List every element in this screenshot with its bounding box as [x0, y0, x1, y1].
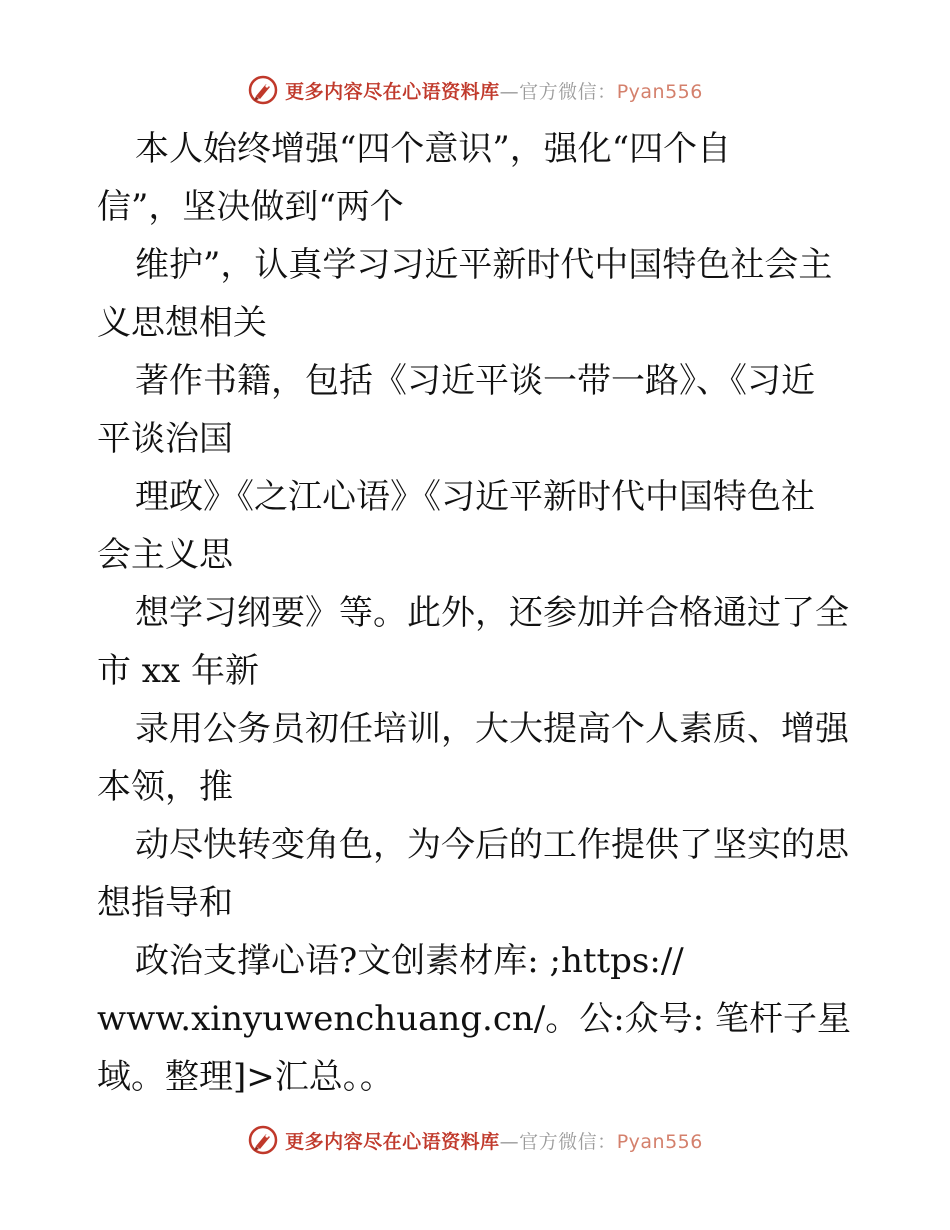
body-line: 想学习纲要》等。此外，还参加并合格通过了全: [135, 593, 849, 633]
header-banner-separator: —: [499, 80, 520, 103]
body-line: 信”，坚决做到“两个: [97, 187, 404, 227]
footer-banner: [0, 1120, 950, 1160]
body-line: 义思想相关: [97, 303, 267, 343]
body-line: 著作书籍，包括《习近平谈一带一路》、《习近: [135, 361, 815, 401]
body-line: 本领，推: [97, 767, 233, 807]
body-line: 市 xx 年新: [97, 651, 259, 691]
body-line: 平谈治国: [97, 419, 233, 459]
header-banner-text: [285, 77, 703, 104]
header-banner-contact-label: 官方微信：: [519, 80, 617, 103]
footer-banner-inner: [247, 1124, 703, 1156]
footer-banner-contact-label: 官方微信：: [519, 1130, 617, 1153]
body-line: 维护”，认真学习习近平新时代中国特色社会主: [135, 245, 833, 285]
footer-banner-highlight: 更多内容尽在心语资料库: [285, 1130, 500, 1153]
pen-nib-icon: [247, 1124, 279, 1156]
header-banner-inner: [247, 74, 703, 106]
body-line: 会主义思: [97, 535, 233, 575]
header-banner-highlight: 更多内容尽在心语资料库: [285, 80, 500, 103]
pen-nib-icon: [247, 74, 279, 106]
document-body: [97, 120, 867, 1106]
body-line: 动尽快转变角色，为今后的工作提供了坚实的思: [135, 825, 849, 865]
body-line: 政治支撑心语?文创素材库: ;https://: [135, 941, 684, 981]
footer-banner-separator: —: [499, 1130, 520, 1153]
body-line: 录用公务员初任培训，大大提高个人素质、增强: [135, 709, 849, 749]
body-line: 域。整理]>汇总。。: [97, 1057, 394, 1097]
footer-banner-text: [285, 1127, 703, 1154]
header-banner: [0, 70, 950, 110]
footer-banner-contact-id: Pyan556: [616, 1130, 703, 1153]
body-line: 想指导和: [97, 883, 233, 923]
body-line: 理政》《之江心语》《习近平新时代中国特色社: [135, 477, 815, 517]
body-line: www.xinyuwenchuang.cn/。公:众号: 笔杆子星: [97, 999, 851, 1039]
body-line: 本人始终增强“四个意识”，强化“四个自: [135, 129, 732, 169]
header-banner-contact-id: Pyan556: [616, 80, 703, 103]
